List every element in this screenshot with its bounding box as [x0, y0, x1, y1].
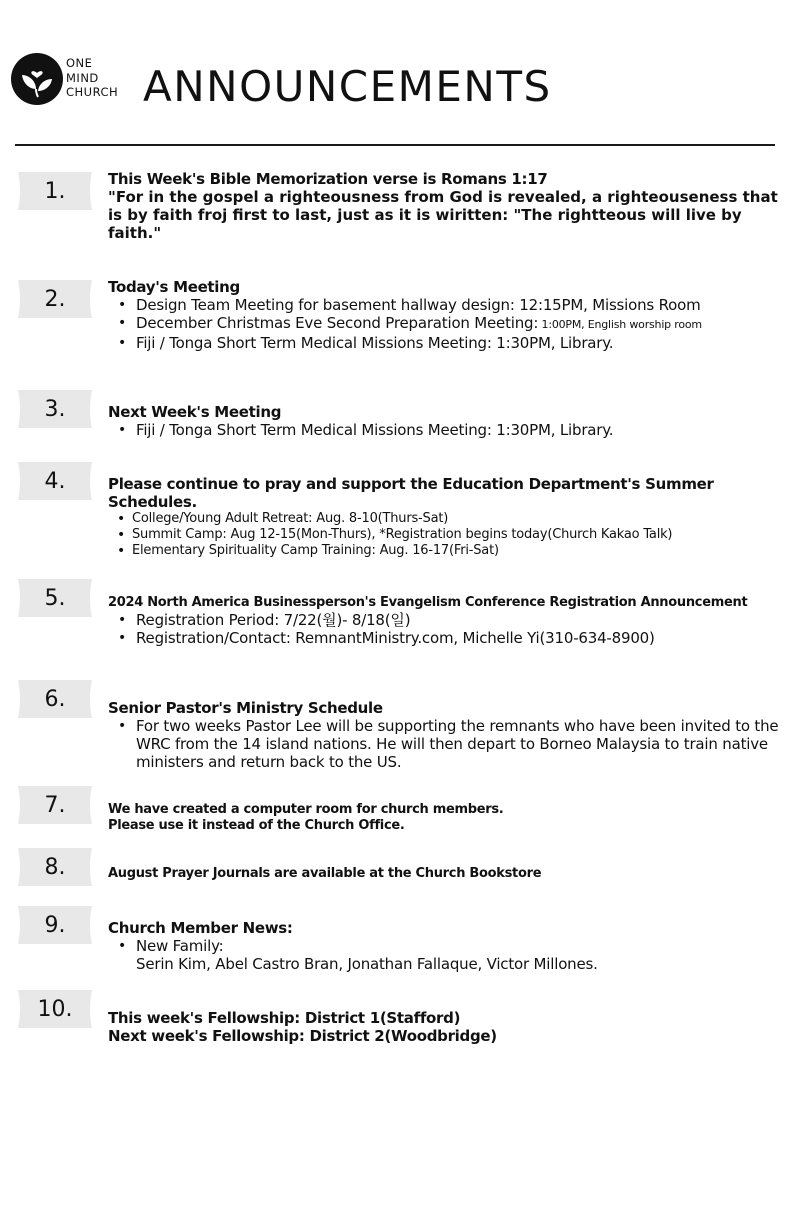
announcement-title: Senior Pastor's Ministry Schedule	[108, 699, 383, 717]
announcement-line: Please use it instead of the Church Office.	[108, 818, 405, 833]
number-badge: 4.	[18, 462, 92, 500]
announcement-body	[108, 699, 782, 771]
header	[0, 0, 792, 150]
list-item-text: New Family:	[136, 937, 224, 955]
list-item: • Registration Period: 7/22(월)- 8/18(일)	[136, 611, 782, 629]
announcement-line: We have created a computer room for church members.	[108, 802, 504, 817]
divider	[15, 144, 775, 146]
number-badge: 5.	[18, 579, 92, 617]
list-item: • Fiji / Tonga Short Term Medical Missions Meeting: 1:30PM, Library.	[136, 421, 782, 439]
announcement-body	[108, 1009, 782, 1045]
list-item: • Elementary Spirituality Camp Training: Aug. 16-17(Fri-Sat)	[132, 543, 782, 559]
number-badge: 10.	[18, 990, 92, 1028]
number-badge: 7.	[18, 786, 92, 824]
logo-line: CHURCH	[66, 85, 119, 99]
list-item-detail: 1:00PM, English worship room	[538, 318, 702, 331]
announcement-body	[108, 595, 782, 647]
list-item	[136, 937, 782, 973]
bullet-list	[108, 937, 782, 973]
list-item-text: December Christmas Eve Second Preparation Meeting:	[136, 314, 539, 332]
announcement-body	[108, 170, 782, 242]
announcement-body	[108, 475, 782, 559]
number-badge: 9.	[18, 906, 92, 944]
list-item: • Registration/Contact: RemnantMinistry.com, Michelle Yi(310-634-8900)	[136, 629, 782, 647]
bullet-list	[108, 511, 782, 559]
number-badge: 1.	[18, 172, 92, 210]
announcement-title: Today's Meeting	[108, 278, 240, 296]
announcement-title: Next Week's Meeting	[108, 403, 282, 421]
number-badge: 6.	[18, 680, 92, 718]
bullet-list	[108, 611, 782, 647]
logo-line: ONE	[66, 56, 93, 70]
announcement-title: Church Member News:	[108, 919, 293, 937]
bible-verse: "For in the gospel a righteousness from God is revealed, a righteouseness that is by faith froj first to last, just as it is wiritten: "The rightteous will live by faith."	[108, 188, 778, 242]
logo-line: MIND	[66, 70, 99, 85]
bullet-list	[108, 296, 782, 352]
list-item: • Design Team Meeting for basement hallway design: 12:15PM, Missions Room	[136, 296, 782, 314]
bullet-list	[108, 717, 782, 771]
church-logo-icon	[11, 53, 63, 105]
new-family-names: Serin Kim, Abel Castro Bran, Jonathan Fallaque, Victor Millones.	[136, 955, 598, 973]
announcement-body	[108, 919, 782, 973]
number-badge: 3.	[18, 390, 92, 428]
announcement-title: This Week's Bible Memorization verse is Romans 1:17	[108, 170, 548, 188]
announcement-title: Please continue to pray and support the Education Department's Summer Schedules.	[108, 475, 714, 511]
announcement-body	[108, 802, 782, 834]
list-item: • Fiji / Tonga Short Term Medical Missions Meeting: 1:30PM, Library.	[136, 334, 782, 352]
list-item: • Summit Camp: Aug 12-15(Mon-Thurs), *Registration begins today(Church Kakao Talk)	[132, 527, 782, 543]
logo-wordmark	[66, 56, 118, 100]
list-item: • College/Young Adult Retreat: Aug. 8-10(Thurs-Sat)	[132, 511, 782, 527]
page-title: ANNOUNCEMENTS	[143, 62, 552, 111]
list-item: • For two weeks Pastor Lee will be supporting the remnants who have been invited to the WRC from the 14 island nations. He will then depart to Borneo Malaysia to train native ministers and return back to the US.	[136, 717, 782, 771]
announcement-line: Next week's Fellowship: District 2(Woodbridge)	[108, 1027, 497, 1045]
number-badge: 2.	[18, 280, 92, 318]
number-badge: 8.	[18, 848, 92, 886]
bullet-list	[108, 421, 782, 439]
announcement-body	[108, 278, 782, 352]
announcement-title: 2024 North America Businessperson's Evangelism Conference Registration Announcement	[108, 595, 748, 610]
announcement-body	[108, 866, 782, 882]
announcement-line: August Prayer Journals are available at the Church Bookstore	[108, 866, 542, 881]
list-item	[136, 314, 782, 334]
announcement-line: This week's Fellowship: District 1(Stafford)	[108, 1009, 461, 1027]
announcement-body	[108, 403, 782, 439]
